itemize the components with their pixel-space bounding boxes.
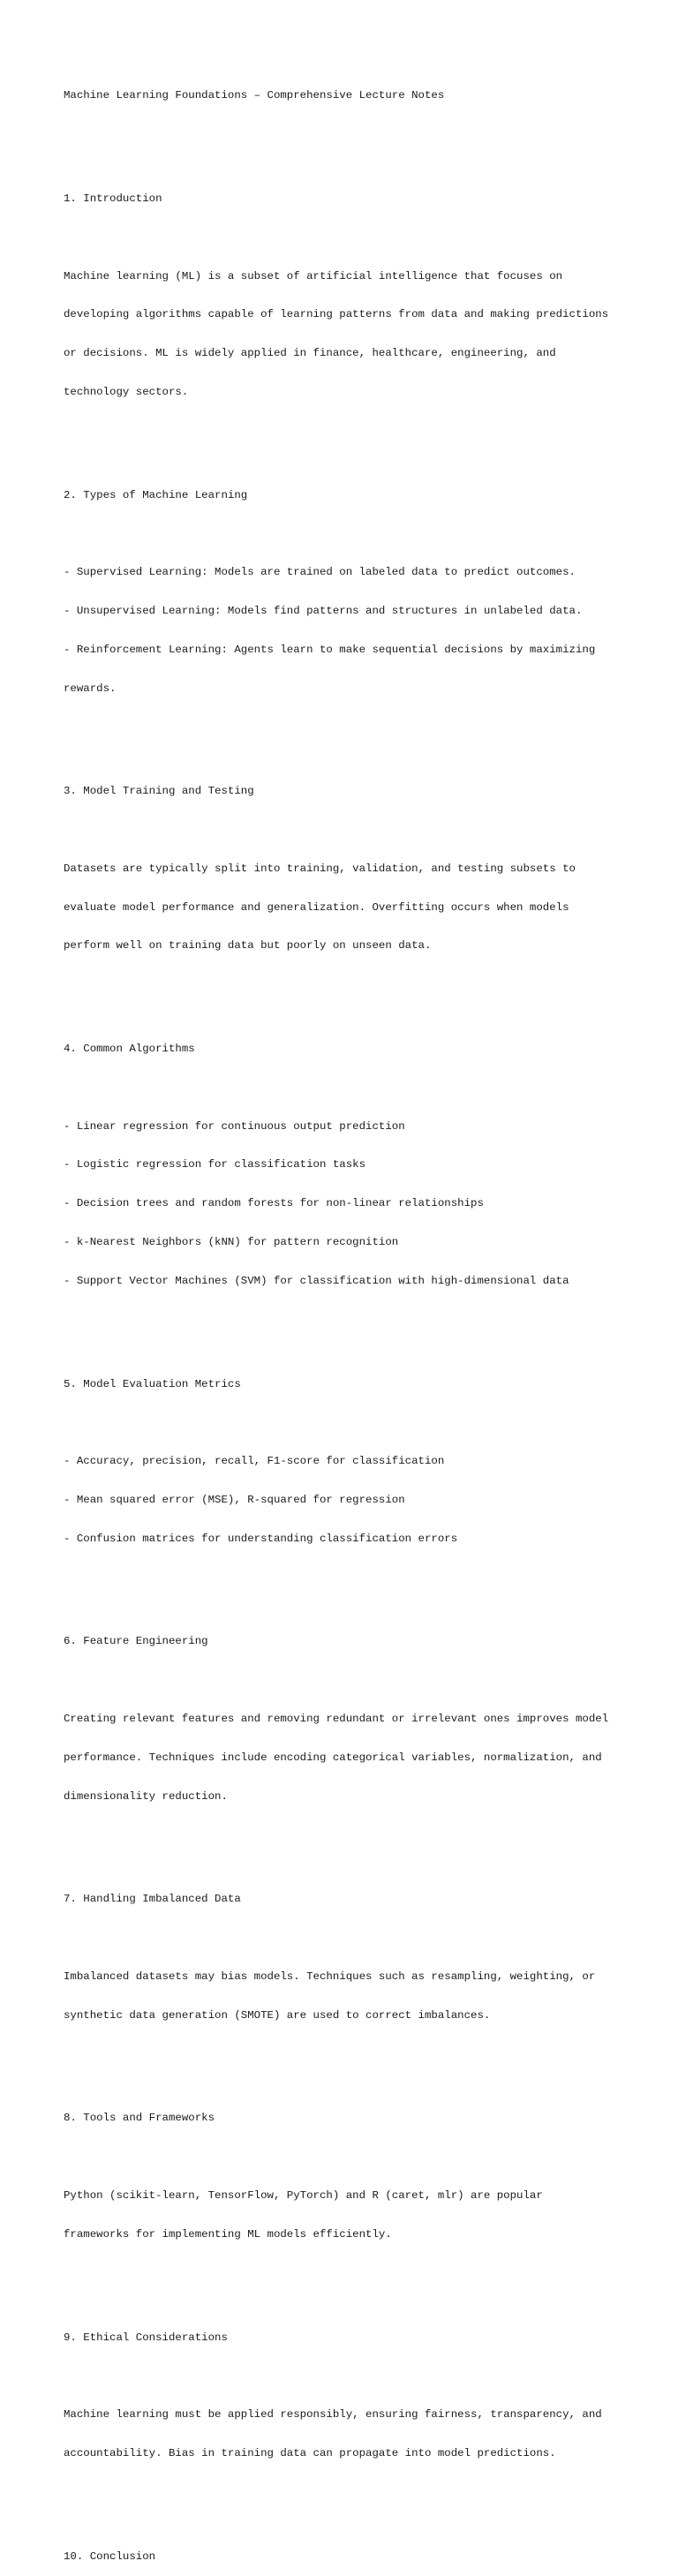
spacer xyxy=(64,1314,646,1327)
spacer xyxy=(64,1674,646,1687)
section-heading: 9. Ethical Considerations xyxy=(64,2331,228,2344)
spacer xyxy=(64,2150,646,2164)
paragraph-line: Machine learning (ML) is a subset of artificial intelligence that focuses on xyxy=(64,269,563,282)
paragraph-line: or decisions. ML is widely applied in finance, healthcare, engineering, and xyxy=(64,347,556,360)
list-item: - Mean squared error (MSE), R-squared for regression xyxy=(64,1493,405,1506)
spacer xyxy=(64,128,646,141)
list-item: - Linear regression for continuous output prediction xyxy=(64,1119,405,1133)
spacer xyxy=(64,2369,646,2383)
spacer xyxy=(64,1932,646,1945)
spacer xyxy=(64,2267,646,2280)
section-heading: 3. Model Training and Testing xyxy=(64,785,254,798)
list-item: - Decision trees and random forests for non-linear relationships xyxy=(64,1197,484,1210)
section-heading: 4. Common Algorithms xyxy=(64,1043,195,1056)
list-item: - Confusion matrices for understanding classification errors xyxy=(64,1532,458,1545)
list-item: - Support Vector Machines (SVM) for classification with high-dimensional data xyxy=(64,1274,569,1287)
paragraph-line: accountability. Bias in training data can propagate into model predictions. xyxy=(64,2446,556,2459)
paragraph-line: perform well on training data but poorly on unseen data. xyxy=(64,939,432,953)
section-heading: 1. Introduction xyxy=(64,192,162,205)
paragraph-line: dimensionality reduction. xyxy=(64,1789,228,1803)
paragraph-line: frameworks for implementing ML models efficiently. xyxy=(64,2227,392,2241)
spacer xyxy=(64,978,646,991)
list-item: - Unsupervised Learning: Models find patterns and structures in unlabeled data. xyxy=(64,604,583,617)
document-title: Machine Learning Foundations – Comprehensive Lecture Notes xyxy=(64,89,445,102)
list-item: - Logistic regression for classification tasks xyxy=(64,1158,366,1171)
list-item: - Reinforcement Learning: Agents learn to make sequential decisions by maximizing xyxy=(64,643,596,656)
list-item: - k-Nearest Neighbors (kNN) for pattern recognition xyxy=(64,1236,399,1249)
section-heading: 2. Types of Machine Learning xyxy=(64,488,248,501)
paragraph-line: Creating relevant features and removing redundant or irrelevant ones improves model xyxy=(64,1713,609,1725)
paragraph-line: Machine learning must be applied responsibly, ensuring fairness, transparency, and xyxy=(64,2408,602,2422)
spacer xyxy=(64,1828,646,1842)
section-heading: 8. Tools and Frameworks xyxy=(64,2112,215,2125)
section-heading: 6. Feature Engineering xyxy=(64,1635,208,1648)
spacer xyxy=(64,231,646,245)
spacer xyxy=(64,1570,646,1584)
paragraph-line: technology sectors. xyxy=(64,385,189,398)
paragraph-line: synthetic data generation (SMOTE) are used to correct imbalances. xyxy=(64,2008,491,2022)
paragraph-line: Python (scikit-learn, TensorFlow, PyTorch) and R (caret, mlr) are popular xyxy=(64,2188,543,2202)
spacer xyxy=(64,824,646,837)
spacer xyxy=(64,720,646,734)
paragraph-line: evaluate model performance and generalization. Overfitting occurs when models xyxy=(64,900,569,914)
spacer xyxy=(64,2486,646,2499)
spacer xyxy=(64,527,646,540)
list-item: - Accuracy, precision, recall, F1-score for classification xyxy=(64,1455,445,1468)
section-heading: 10. Conclusion xyxy=(64,2550,156,2563)
paragraph-line: performance. Techniques include encoding categorical variables, normalization, and xyxy=(64,1751,602,1764)
section-heading: 7. Handling Imbalanced Data xyxy=(64,1893,241,1906)
list-item: rewards. xyxy=(64,682,117,695)
list-item: - Supervised Learning: Models are trained on labeled data to predict outcomes. xyxy=(64,566,576,579)
spacer xyxy=(64,425,646,438)
spacer xyxy=(64,2047,646,2060)
document-page xyxy=(64,64,646,2576)
spacer xyxy=(64,1081,646,1095)
paragraph-line: Datasets are typically split into training, validation, and testing subsets to xyxy=(64,862,576,875)
paragraph-line: developing algorithms capable of learning patterns from data and making predictions xyxy=(64,308,609,321)
paragraph-line: Imbalanced datasets may bias models. Techniques such as resampling, weighting, or xyxy=(64,1970,596,1983)
section-heading: 5. Model Evaluation Metrics xyxy=(64,1377,241,1390)
spacer xyxy=(64,1416,646,1429)
